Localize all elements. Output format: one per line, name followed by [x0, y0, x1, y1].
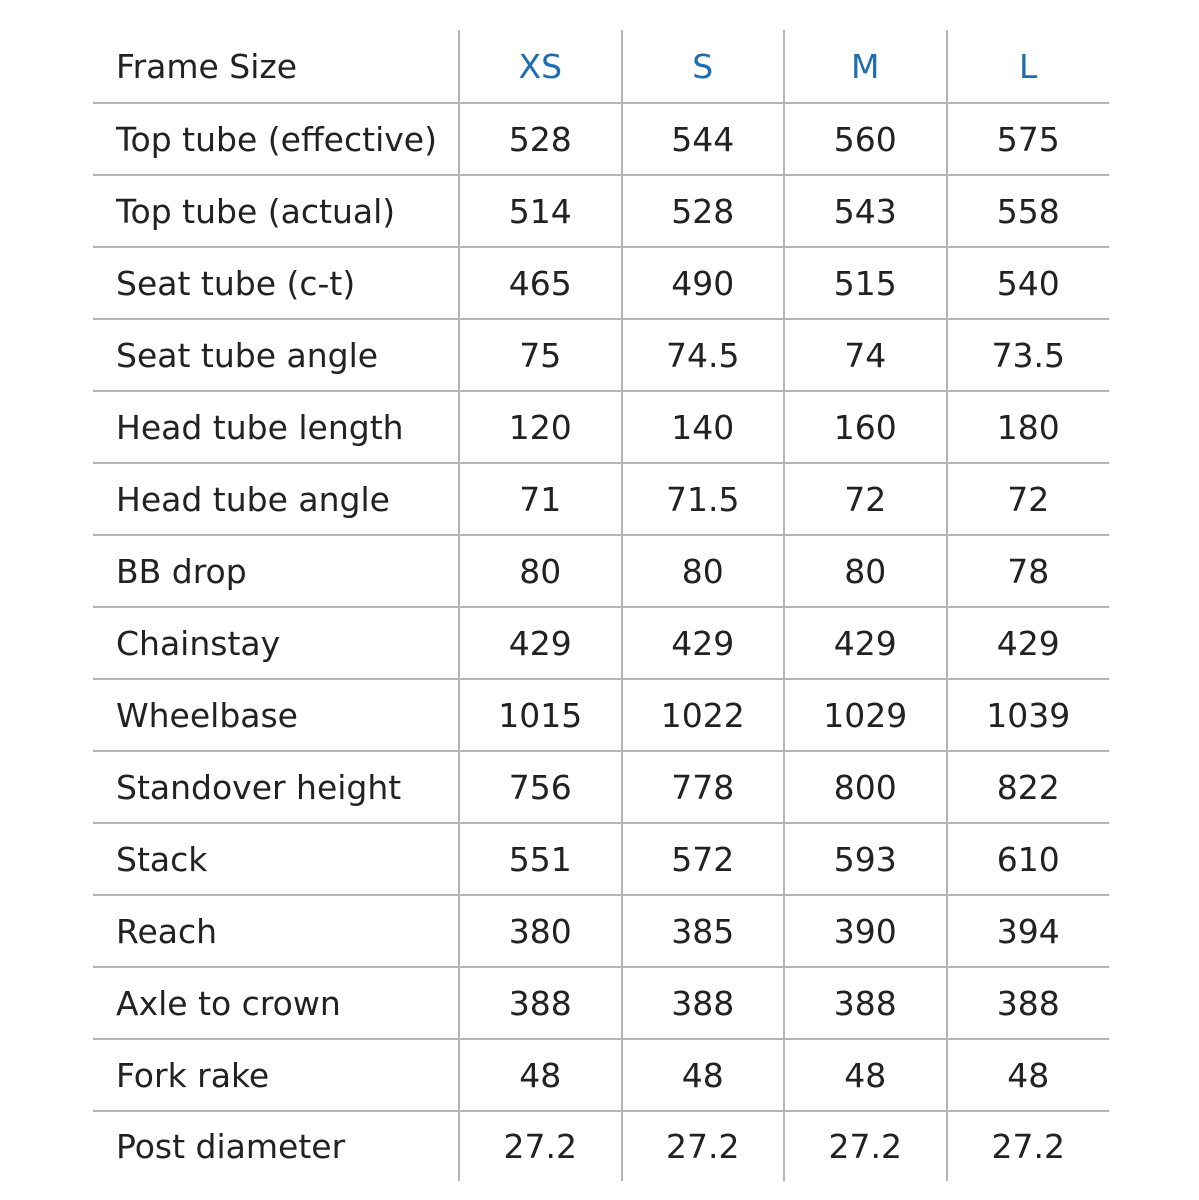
row-label: Standover height [93, 751, 459, 823]
value-cell: 180 [947, 391, 1110, 463]
geometry-table [93, 30, 1109, 1181]
table-row [93, 391, 1109, 463]
value-cell: 429 [459, 607, 622, 679]
value-cell: 558 [947, 175, 1110, 247]
value-cell: 380 [459, 895, 622, 967]
size-header-xs: XS [459, 30, 622, 103]
value-cell: 544 [622, 103, 785, 175]
value-cell: 514 [459, 175, 622, 247]
value-cell: 388 [622, 967, 785, 1039]
value-cell: 73.5 [947, 319, 1110, 391]
table-row [93, 895, 1109, 967]
value-cell: 72 [784, 463, 947, 535]
row-label: Chainstay [93, 607, 459, 679]
value-cell: 465 [459, 247, 622, 319]
value-cell: 394 [947, 895, 1110, 967]
value-cell: 75 [459, 319, 622, 391]
value-cell: 490 [622, 247, 785, 319]
table-row [93, 823, 1109, 895]
value-cell: 1039 [947, 679, 1110, 751]
row-label: Seat tube (c-t) [93, 247, 459, 319]
row-label: BB drop [93, 535, 459, 607]
value-cell: 78 [947, 535, 1110, 607]
table-row [93, 1111, 1109, 1181]
frame-size-header: Frame Size [116, 46, 298, 86]
row-label: Top tube (actual) [93, 175, 459, 247]
table-row [93, 535, 1109, 607]
value-cell: 575 [947, 103, 1110, 175]
value-cell: 572 [622, 823, 785, 895]
table-row [93, 247, 1109, 319]
value-cell: 80 [784, 535, 947, 607]
value-cell: 560 [784, 103, 947, 175]
value-cell: 800 [784, 751, 947, 823]
table-row [93, 319, 1109, 391]
value-cell: 610 [947, 823, 1110, 895]
value-cell: 528 [459, 103, 622, 175]
row-label: Top tube (effective) [93, 103, 459, 175]
row-label: Stack [93, 823, 459, 895]
row-label: Head tube angle [93, 463, 459, 535]
table-row [93, 1039, 1109, 1111]
table-row [93, 607, 1109, 679]
value-cell: 27.2 [784, 1111, 947, 1181]
value-cell: 74 [784, 319, 947, 391]
value-cell: 429 [784, 607, 947, 679]
table-row [93, 463, 1109, 535]
value-cell: 120 [459, 391, 622, 463]
value-cell: 385 [622, 895, 785, 967]
header-row [93, 30, 1109, 103]
value-cell: 1022 [622, 679, 785, 751]
value-cell: 515 [784, 247, 947, 319]
value-cell: 71.5 [622, 463, 785, 535]
value-cell: 1015 [459, 679, 622, 751]
value-cell: 756 [459, 751, 622, 823]
value-cell: 27.2 [947, 1111, 1110, 1181]
value-cell: 543 [784, 175, 947, 247]
value-cell: 160 [784, 391, 947, 463]
table-row [93, 175, 1109, 247]
value-cell: 388 [947, 967, 1110, 1039]
value-cell: 48 [622, 1039, 785, 1111]
value-cell: 74.5 [622, 319, 785, 391]
value-cell: 27.2 [459, 1111, 622, 1181]
value-cell: 390 [784, 895, 947, 967]
value-cell: 1029 [784, 679, 947, 751]
value-cell: 48 [459, 1039, 622, 1111]
value-cell: 822 [947, 751, 1110, 823]
row-label: Wheelbase [93, 679, 459, 751]
value-cell: 551 [459, 823, 622, 895]
table-row [93, 967, 1109, 1039]
value-cell: 140 [622, 391, 785, 463]
value-cell: 778 [622, 751, 785, 823]
row-label: Fork rake [93, 1039, 459, 1111]
table-row [93, 751, 1109, 823]
value-cell: 48 [784, 1039, 947, 1111]
size-header-m: M [784, 30, 947, 103]
value-cell: 540 [947, 247, 1110, 319]
value-cell: 71 [459, 463, 622, 535]
row-label: Axle to crown [93, 967, 459, 1039]
value-cell: 80 [459, 535, 622, 607]
table-row [93, 679, 1109, 751]
table-row [93, 103, 1109, 175]
row-label: Seat tube angle [93, 319, 459, 391]
value-cell: 429 [947, 607, 1110, 679]
value-cell: 429 [622, 607, 785, 679]
row-label: Post diameter [93, 1111, 459, 1181]
row-label: Head tube length [93, 391, 459, 463]
size-header-s: S [622, 30, 785, 103]
value-cell: 388 [784, 967, 947, 1039]
value-cell: 528 [622, 175, 785, 247]
size-header-l: L [947, 30, 1110, 103]
value-cell: 48 [947, 1039, 1110, 1111]
value-cell: 593 [784, 823, 947, 895]
value-cell: 27.2 [622, 1111, 785, 1181]
value-cell: 80 [622, 535, 785, 607]
row-label: Reach [93, 895, 459, 967]
value-cell: 388 [459, 967, 622, 1039]
value-cell: 72 [947, 463, 1110, 535]
